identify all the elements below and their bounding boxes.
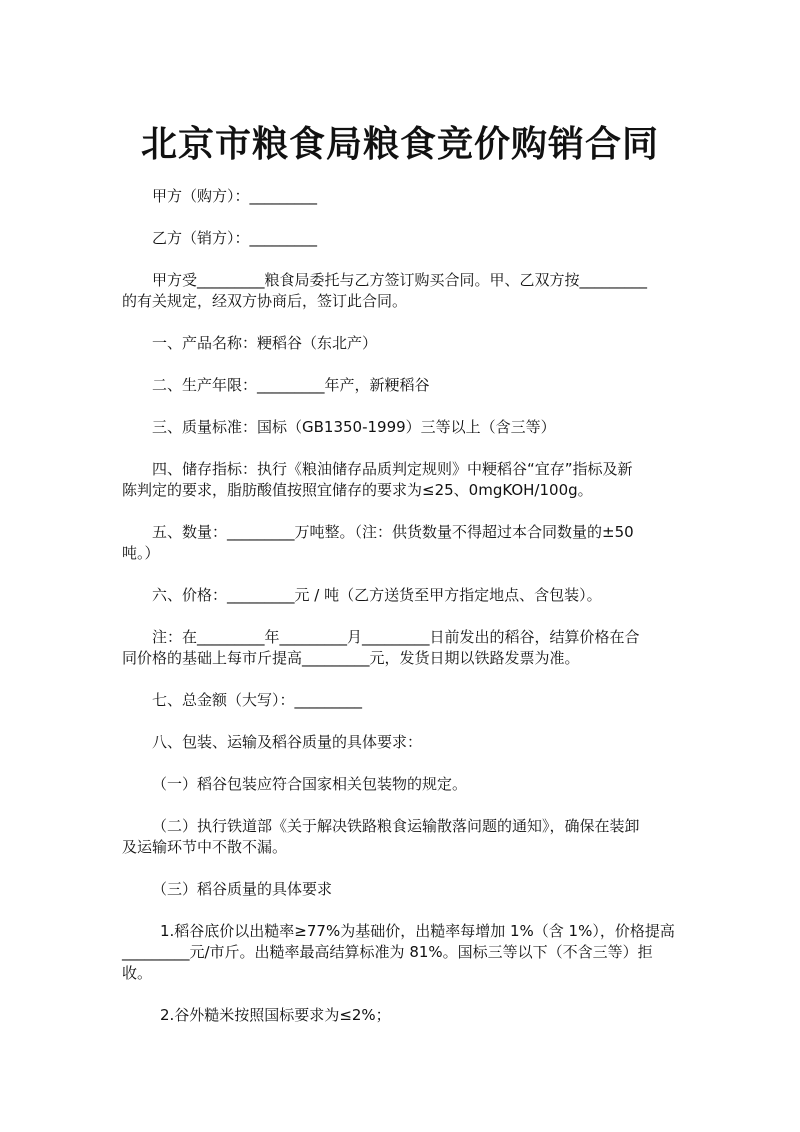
clause-6-price: 六、价格：_________元 / 吨（乙方送货至甲方指定地点、含包装）。: [152, 586, 602, 604]
clause-4-storage-line-1: 四、储存指标：执行《粮油储存品质判定规则》中粳稻谷“宜存”指标及新: [152, 460, 633, 478]
clause-7-total-amount: 七、总金额（大写）：_________: [152, 691, 363, 709]
preamble-line-2: 的有关规定，经双方协商后，签订此合同。: [122, 292, 408, 310]
clause-1-product-name: 一、产品名称：粳稻谷（东北产）: [152, 334, 378, 352]
note-line-1: 注：在_________年_________月_________日前发出的稻谷，结算价格在合: [152, 628, 640, 646]
party-a-line: 甲方（购方）：_________: [152, 187, 318, 205]
clause-8-heading: 八、包装、运输及稻谷质量的具体要求：: [152, 733, 423, 751]
preamble-line-1: 甲方受_________粮食局委托与乙方签订购买合同。甲、乙双方按_________: [152, 271, 648, 289]
clause-8-item-1: （一）稻谷包装应符合国家相关包装物的规定。: [152, 775, 468, 793]
quality-item-1-line-2: _________元/市斤。出糙率最高结算标准为 81%。国标三等以下（不含三等）拒: [122, 943, 653, 961]
clause-5-quantity-line-2: 吨。）: [122, 544, 160, 562]
clause-8-item-2-line-1: （二）执行铁道部《关于解决铁路粮食运输散落问题的通知》，确保在装卸: [152, 817, 640, 835]
clause-2-production-year: 二、生产年限：_________年产，新粳稻谷: [152, 376, 430, 394]
quality-item-1-line-1: 1.稻谷底价以出糙率≥77%为基础价，出糙率每增加 1%（含 1%），价格提高: [160, 922, 675, 940]
quality-item-1-line-3: 收。: [122, 964, 153, 982]
party-b-line: 乙方（销方）：_________: [152, 229, 318, 247]
clause-8-item-2-line-2: 及运输环节中不散不漏。: [122, 838, 288, 856]
clause-5-quantity-line-1: 五、数量：_________万吨整。（注：供货数量不得超过本合同数量的±50: [152, 523, 634, 541]
note-line-2: 同价格的基础上每市斤提高_________元，发货日期以铁路发票为准。: [122, 649, 580, 667]
clause-3-quality-standard: 三、质量标准：国标（GB1350-1999）三等以上（含三等）: [152, 418, 556, 436]
document-title: 北京市粮食局粮食竞价购销合同: [140, 124, 659, 165]
quality-item-2: 2.谷外糙米按照国标要求为≤2%；: [160, 1006, 391, 1024]
clause-4-storage-line-2: 陈判定的要求，脂肪酸值按照宜储存的要求为≤25、0mgKOH/100g。: [122, 481, 593, 499]
clause-8-item-3-heading: （三）稻谷质量的具体要求: [152, 880, 333, 898]
